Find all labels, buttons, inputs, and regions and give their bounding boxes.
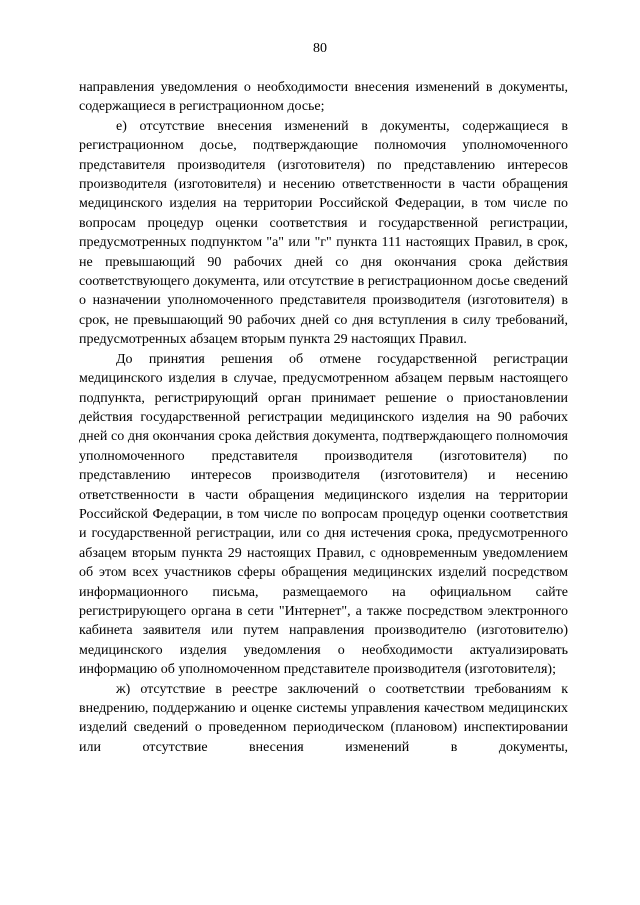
paragraph-item-zh: ж) отсутствие в реестре заключений о соответствии требованиям к внедрению, поддержанию и оценке системы управления качеством медицинских изделий сведений о проведенном периодическом (плановом) инспектировании или отсутствие внесения изменений в документы, — [79, 681, 568, 755]
page-number: 80 — [313, 41, 327, 56]
paragraph-continuation: направления уведомления о необходимости внесения изменений в документы, содержащиеся в регистрационном досье; — [79, 80, 568, 115]
paragraph-item-e: е) отсутствие внесения изменений в документы, содержащиеся в регистрационном досье, подтверждающие полномочия уполномоченного представителя производителя (изготовителя) по представлению интересов производителя (изготовителя) и несению ответственности в части обращения медицинского изделия на территории Российской Федерации, в том числе по вопросам процедур оценки соответствия и государственной регистрации, предусмотренных подпунктом "а" или "г" пункта 111 настоящих Правил, в срок, не превышающий 90 рабочих дней со дня окончания срока действия соответствующего документа, или отсутствие в регистрационном досье сведений о назначении уполномоченного представителя производителя (изготовителя) в срок, не превышающий 90 рабочих дней со дня вступления в силу требований, предусмотренных абзацем вторым пункта 29 настоящих Правил. — [79, 118, 568, 348]
paragraph-suspension-rule: До принятия решения об отмене государственной регистрации медицинского изделия в случае, предусмотренном абзацем первым настоящего подпункта, регистрирующий орган принимает решение о приостановлении действия государственной регистрации медицинского изделия на 90 рабочих дней со дня окончания срока действия документа, подтверждающего полномочия уполномоченного представителя производителя (изготовителя) по представлению интересов производителя (изготовителя) и несению ответственности в части обращения медицинского изделия на территории Российской Федерации, в том числе по вопросам процедур оценки соответствия и государственной регистрации, или со дня истечения срока, предусмотренного абзацем вторым пункта 29 настоящих Правил, с одновременным уведомлением об этом всех участников сферы обращения медицинских изделий посредством информационного письма, размещаемого на официальном сайте регистрирующего органа в сети "Интернет", а также посредством электронного кабинета заявителя или путем направления производителю (изготовителю) медицинского изделия уведомления о необходимости актуализировать информацию об уполномоченном представителе производителя (изготовителя); — [79, 351, 568, 678]
document-body — [79, 78, 568, 757]
